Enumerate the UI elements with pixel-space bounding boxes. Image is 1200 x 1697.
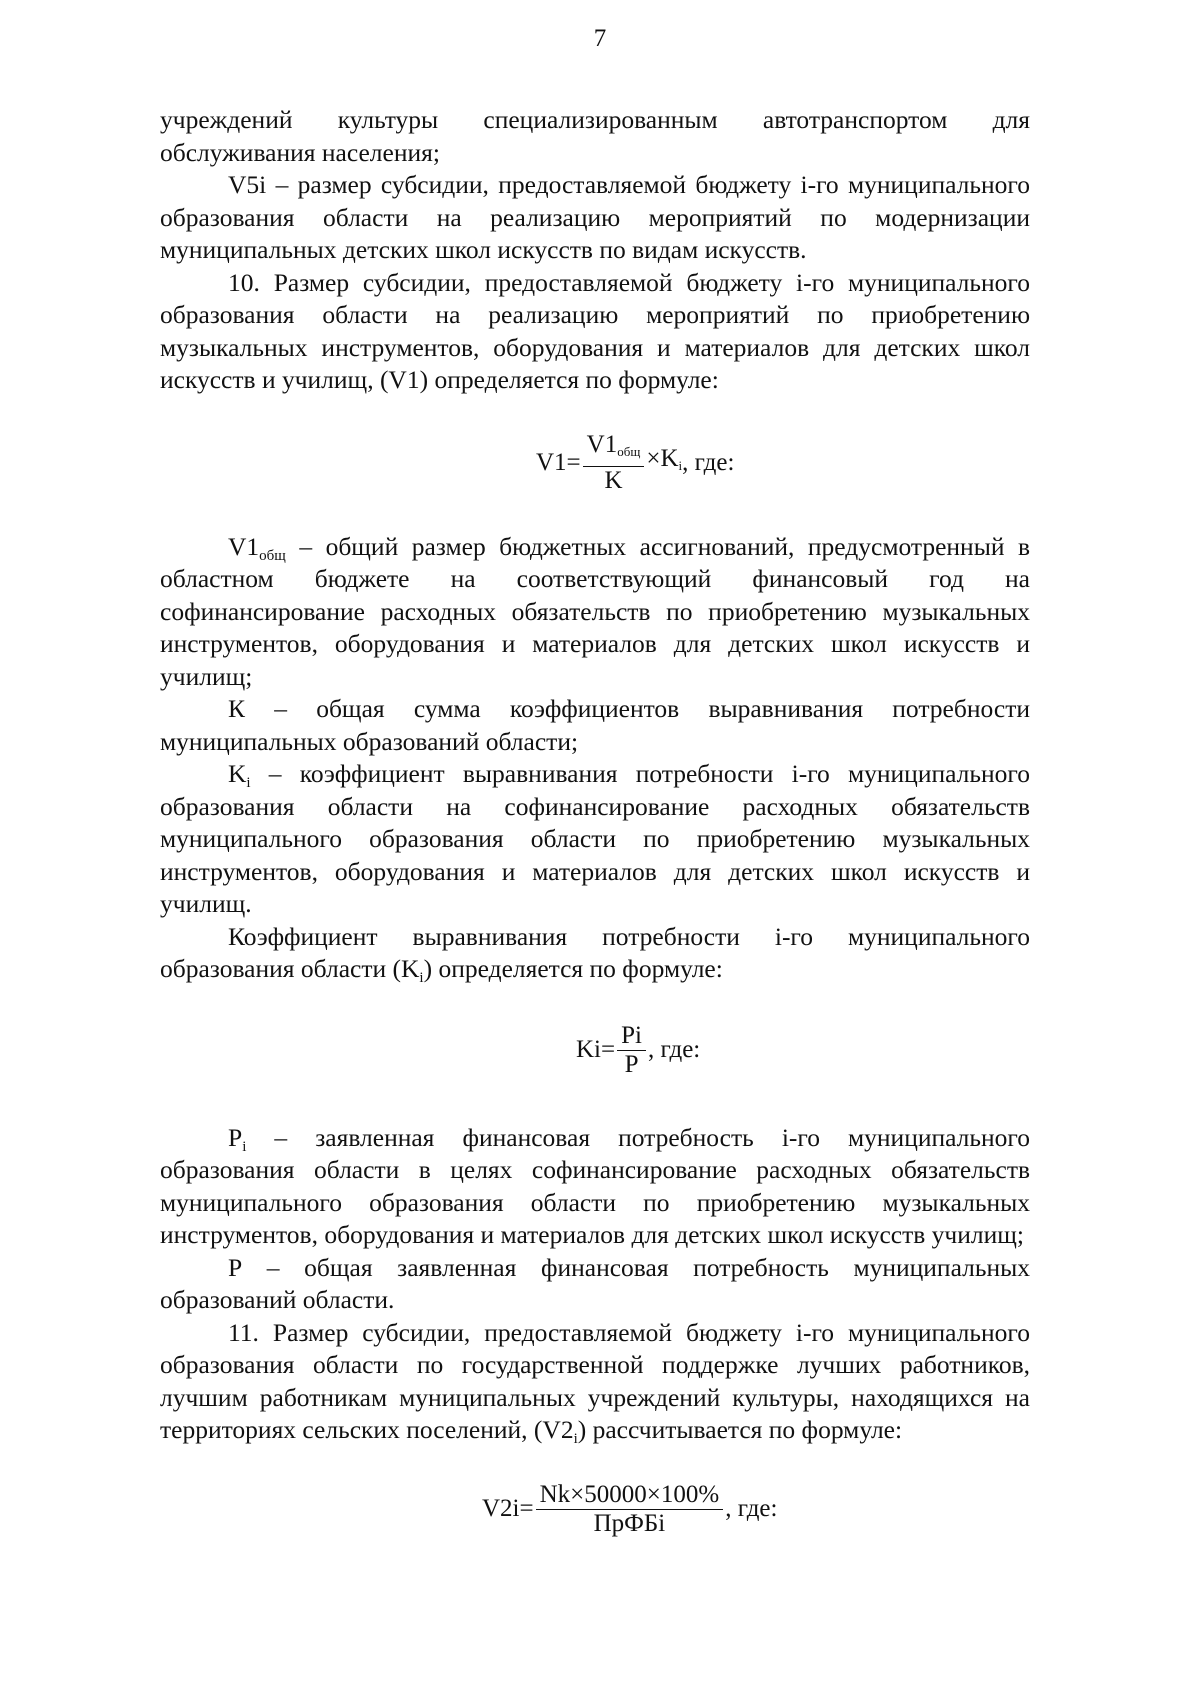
clause-11-text: 11. Размер субсидии, предоставляемой бюджету i-го муниципального образования области по государственной поддержке лучших работников, лучшим работникам муниципальных учреждений культуры, находящихся на территориях сельских поселений, (V2 <box>160 1317 1030 1444</box>
formula-v2i-lhs: V2i= <box>482 1495 534 1522</box>
formula-v1-numerator-main: V1 <box>586 430 618 458</box>
formula-ki-fraction <box>617 1022 646 1079</box>
paragraph-coefficient-intro <box>160 921 1030 986</box>
term-v1-sub: общ <box>259 547 286 564</box>
formula-v1 <box>536 430 1030 494</box>
formula-v1-lhs: V1= <box>536 448 581 476</box>
paragraph-clause-10: 10. Размер субсидии, предоставляемой бюджету i-го муниципального образования области на реализацию мероприятий по приобретению музыкальных инструментов, оборудования и материалов для детских школ искусств и училищ, (V1) определяется по формуле: <box>160 267 1030 394</box>
formula-v2i <box>482 1481 1030 1545</box>
paragraph-v5i-definition: V5i – размер субсидии, предоставляемой бюджету i-го муниципального образования области на реализацию мероприятий по модернизации муниципальных детских школ искусств по видам искусств. <box>160 170 1030 264</box>
term-v1: V1 <box>228 531 260 561</box>
paragraph-pi-definition <box>160 1122 1030 1252</box>
formula-ki-lhs: Ki= <box>576 1036 616 1063</box>
formula-ki-numerator: Pi <box>621 1021 642 1049</box>
paragraph-continuation: учреждений культуры специализированным автотранспортом для обслуживания населения; <box>160 105 1030 167</box>
term-v1-definition: – общий размер бюджетных ассигнований, предусмотренный в областном бюджете на соответствующий финансовый год на софинансирование расходных обязательств по приобретению музыкальных инструментов, оборудования и материалов для детских школ искусств и училищ; <box>160 531 1030 691</box>
formula-v1-fraction <box>583 431 645 495</box>
term-pi-definition: – заявленная финансовая потребность i-го муниципального образования области в целях софинансирование расходных обязательств муниципального образования области по приобретению музыкальных инструментов, оборудования и материалов для детских школ искусств училищ; <box>160 1122 1030 1249</box>
formula-v1-mult-sub: i <box>678 458 683 473</box>
clause-11-tail: ) рассчитывается по формуле: <box>577 1415 903 1444</box>
term-pi: P <box>228 1122 243 1152</box>
paragraph-k-definition: К – общая сумма коэффициентов выравнивания потребности муниципальных образований области; <box>160 694 1030 756</box>
formula-ki-denominator: P <box>624 1050 639 1078</box>
coefficient-intro-sub: i <box>419 970 424 986</box>
formula-ki <box>576 1022 1030 1082</box>
coefficient-intro-text: Коэффициент выравнивания потребности i-го муниципального образования области (K <box>160 921 1030 983</box>
formula-v1-numerator-sub: общ <box>617 443 641 459</box>
formula-v2i-numerator: Nk×50000×100% <box>539 1480 720 1508</box>
term-ki-definition: – коэффициент выравнивания потребности i-го муниципального образования области на софинансирование расходных обязательств муниципального образования области по приобретению музыкальных инструментов, оборудования и материалов для детских школ искусств и училищ. <box>160 759 1030 918</box>
coefficient-intro-tail: ) определяется по формуле: <box>423 954 723 983</box>
formula-v1-mult-main: ×K <box>646 445 679 472</box>
page-number: 7 <box>593 25 607 52</box>
formula-v2i-tail: , где: <box>725 1495 778 1522</box>
document-body <box>160 104 1030 1545</box>
formula-ki-tail: , где: <box>647 1036 701 1063</box>
paragraph-p-definition: Р – общая заявленная финансовая потребность муниципальных образований области. <box>160 1252 1030 1314</box>
formula-v1-tail: , где: <box>682 448 735 476</box>
term-pi-sub: i <box>242 1138 247 1155</box>
paragraph-v1-total-definition <box>160 531 1030 694</box>
term-ki: K <box>228 759 247 788</box>
formula-v1-numerator <box>583 431 645 466</box>
paragraph-clause-11 <box>160 1317 1030 1447</box>
formula-v1-multiplier <box>646 444 682 481</box>
term-ki-sub: i <box>246 775 251 791</box>
clause-11-sub: i <box>573 1431 578 1447</box>
formula-v2i-denominator: ПрФБi <box>593 1509 666 1537</box>
formula-v2i-fraction <box>536 1481 724 1538</box>
formula-v1-denominator: K <box>604 466 623 494</box>
paragraph-ki-definition <box>160 758 1030 921</box>
